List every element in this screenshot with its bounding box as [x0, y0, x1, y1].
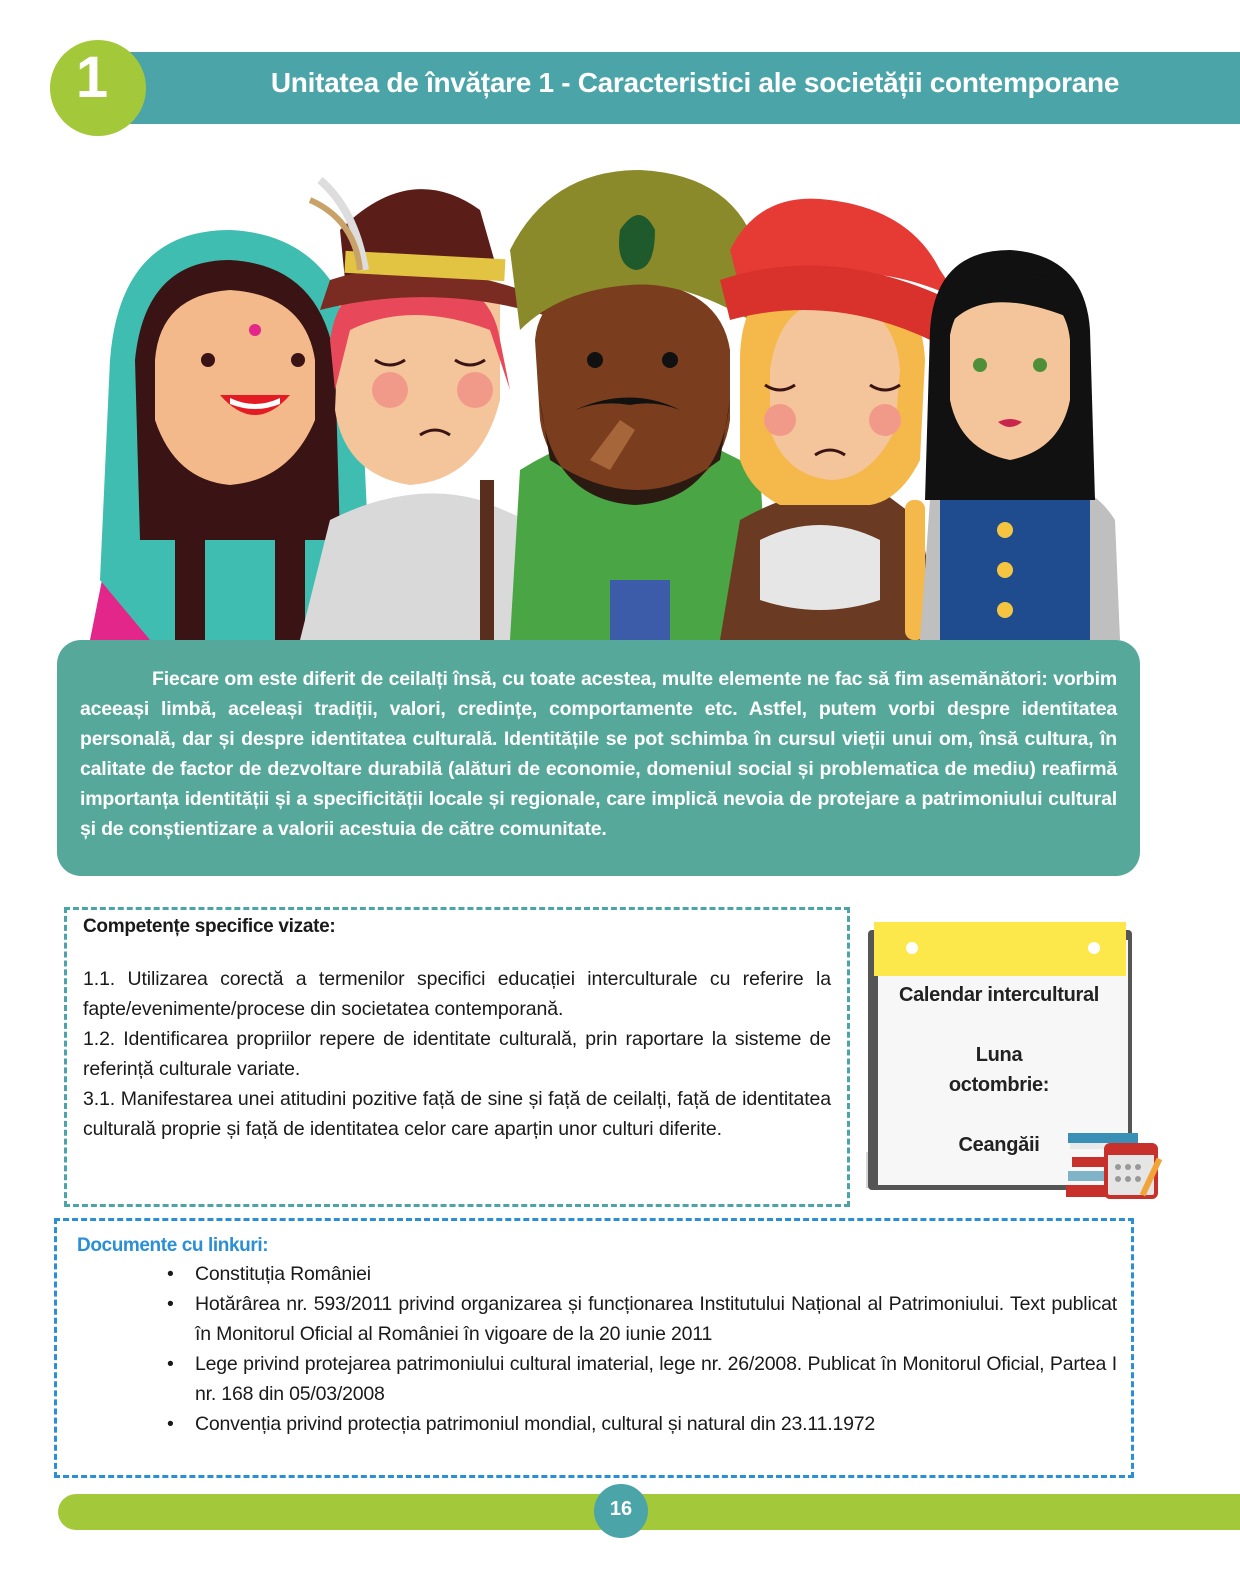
- calendar-header: [874, 922, 1126, 976]
- calendar-month: octombrie:: [948, 1074, 1050, 1096]
- intercultural-calendar: [866, 922, 1136, 1197]
- diverse-people-illustration: [80, 160, 1140, 650]
- link-document[interactable]: Constituția României: [195, 1263, 371, 1285]
- calendar-topic: Ceangăii: [958, 1134, 1040, 1156]
- person-turban-man: [510, 170, 770, 640]
- calendar-ring-icon: [1088, 942, 1100, 954]
- list-item: [167, 1289, 1117, 1349]
- competences-box: [64, 907, 850, 1207]
- link-document[interactable]: Lege privind protejarea patrimoniului cultural imaterial, lege nr. 26/2008. Publicat în Monitorul Oficial, Partea I nr. 168 din 05/03/2008: [195, 1353, 1117, 1405]
- competence-item: 3.1. Manifestarea unei atitudini pozitive față de sine și față de ceilalți, față de identitatea culturală proprie și față de identitatea celor care aparțin unor culturi diferite.: [83, 1088, 831, 1140]
- links-title: Documente cu linkuri:: [77, 1235, 269, 1256]
- page-number: 16: [594, 1484, 648, 1538]
- list-item: [167, 1349, 1117, 1409]
- bullet-icon: •: [167, 1353, 174, 1375]
- intro-box: [57, 640, 1140, 876]
- calendar-ring-icon: [906, 942, 918, 954]
- list-item: [167, 1409, 1117, 1439]
- link-document[interactable]: Hotărârea nr. 593/2011 privind organizarea și funcționarea Institutului Național al Patrimoniului. Text publicat în Monitorul Oficial al României în vigoare de la 20 iunie 2011: [195, 1293, 1117, 1345]
- books-calendar-icon: [1066, 1127, 1166, 1207]
- list-item: [167, 1259, 1117, 1289]
- bullet-icon: •: [167, 1263, 174, 1285]
- competence-item: 1.2. Identificarea propriilor repere de identitate culturală, prin raportare la sisteme de referință culturale variate.: [83, 1028, 831, 1080]
- header-bar: [110, 52, 1240, 124]
- bullet-icon: •: [167, 1293, 174, 1315]
- links-list: [77, 1259, 1117, 1439]
- competences-title: Competențe specifice vizate:: [83, 916, 336, 937]
- documents-links-box: [54, 1218, 1134, 1478]
- calendar-month-label: Luna: [975, 1044, 1023, 1066]
- page-title: Unitatea de învățare 1 - Caracteristici ale societății contemporane: [270, 67, 1120, 98]
- person-dark-hair-woman: [920, 250, 1120, 640]
- footer-bar: [58, 1494, 1240, 1530]
- intro-text: Fiecare om este diferit de ceilalți însă, cu toate acestea, multe elemente ne fac să fim asemănători: vorbim aceeași limbă, aceleași tradiții, valori, credințe, comportamente etc. Astfel, putem vorbi despre identitatea personală, dar și despre identitatea culturală. Identitățile se pot schimba în cursul vieții unui om, însă cultura, în calitate de factor de dezvoltare durabilă (alături de economie, domeniul social și problematica de mediu) reafirmă importanța identității și a specificității locale și regionale, care implică nevoia de protejare a patrimoniului cultural și de conștientizare a valorii acestuia de către comunitate.: [80, 668, 1117, 840]
- calendar-title: Calendar intercultural: [898, 984, 1100, 1006]
- unit-number-badge: 1: [50, 40, 146, 136]
- link-document[interactable]: Convenția privind protecția patrimoniul mondial, cultural și natural din 23.11.1972: [195, 1413, 876, 1435]
- bullet-icon: •: [167, 1413, 174, 1435]
- competence-item: 1.1. Utilizarea corectă a termenilor specifici educației interculturale cu referire la fapte/evenimente/procese din societatea contemporană.: [83, 968, 831, 1020]
